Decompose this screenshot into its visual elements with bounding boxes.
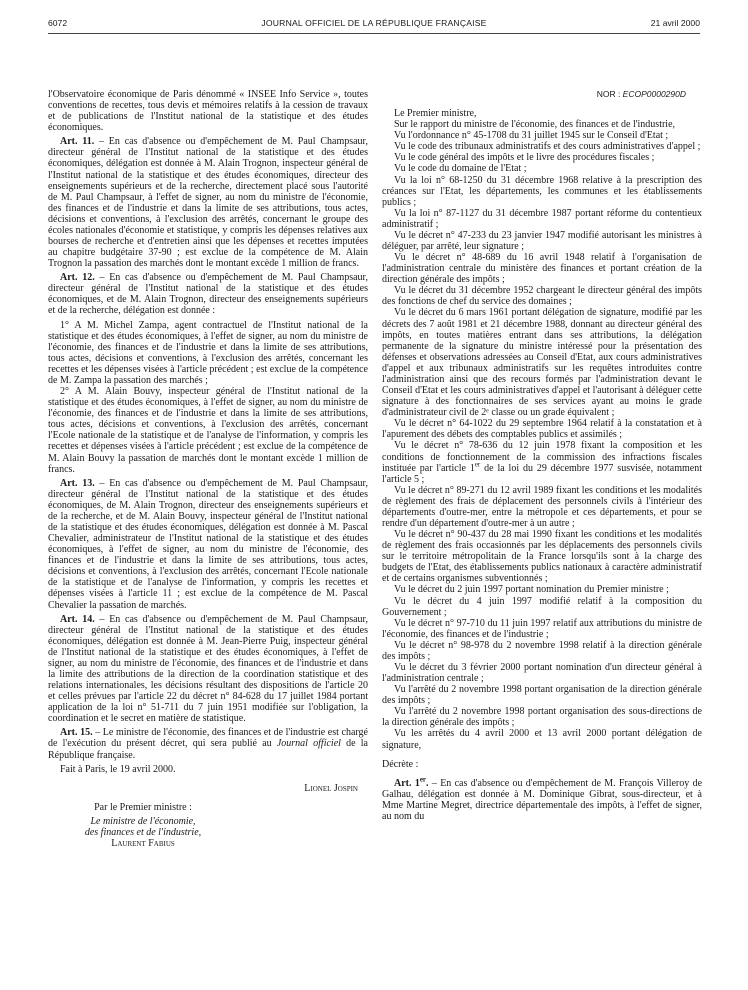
minister-name: Laurent Fabius [111,838,175,849]
visa-paragraph: Vu le décret n° 47-233 du 23 janvier 1947 modifié autorisant les ministres à déléguer, par arrêté, leur signature ; [382,229,702,253]
page-number: 6072 [48,18,68,28]
article-12-label: Art. 12. [60,272,95,284]
visa-paragraph: Vu la loi n° 68-1250 du 31 décembre 1968 relative à la prescription des créances sur l'Etat, les départements, les communes et les établissements publics ; [382,174,702,208]
article-15: Art. 15. – Le ministre de l'économie, des finances et de l'industrie est chargé de l'exécution du présent décret, qui sera publié au Journal officiel de la République française. [48,727,368,761]
article-14: Art. 14. – En cas d'absence ou d'empêchement de M. Paul Champsaur, directeur général de l'Institut national de la statistique et des études économiques, délégation est donnée à M. Jean-Pierre Puig, inspecteur général de l'Institut national de la statistique et des études économiques, à l'effet de signer, au nom du ministre de l'économie, des finances et de l'industrie et dans la limite des attributions de la direction de la coordination statistique et des relations internationales, les décisions résultant des dispositions de l'article 20 et celles prévues par l'article 22 du décret n° 84-628 du 17 juillet 1984 portant application de la loi n° 51-711 du 7 juin 1951 modifiée sur l'obligation, la coordination et le secret en matière de statistique. [48,613,368,725]
visa-paragraph: Vu le décret du 3 février 2000 portant nomination d'un directeur général à l'administration centrale ; [382,661,702,685]
decrete-heading: Décrète : [382,758,419,770]
visa-paragraph: Vu le décret du 6 mars 1961 portant délégation de signature, modifié par les décrets des 7 août 1981 et 21 décembre 1988, donnant au directeur général des impôts, en toutes matières entrant dans ses attributions, la délégation permanente de la signature du ministre intéressé pour la présentation des défenses et observations adressées au Conseil d'Etat, aux cours administratives d'appel et aux tribunaux administratifs sur les requêtes introduites contre l'administration ainsi que des recours formés par l'administration devant le Conseil d'Etat et les cours administratives d'appel et l'autorisant à déléguer cette signature à des fonctionnaires de ses services ayant au moins le grade d'administrateur civil de 2ᵉ classe ou un grade équivalent ; [382,307,702,419]
visa-paragraph: Vu le décret n° 48-689 du 16 avril 1948 relatif à l'organisation de l'administration centrale du ministère des finances et portant création de la direction générale des impôts ; [382,252,702,286]
right-column [382,89,702,822]
visa-paragraph: Vu le décret n° 97-710 du 11 juin 1997 relatif aux attributions du ministre de l'économie, des finances et de l'industrie ; [382,617,702,640]
visa-paragraph: Vu le décret du 2 juin 1997 portant nomination du Premier ministre ; [394,584,669,596]
nor-reference: NOR : ECOP0000290D [596,89,686,99]
article-13: Art. 13. – En cas d'absence ou d'empêchement de M. Paul Champsaur, directeur général de l'Institut national de la statistique et des études économiques, de M. Alain Trognon, directeur des enseignements supérieurs et de la recherche, et de M. Alain Bouvy, inspecteur général de l'Institut national de la statistique et des études économiques, délégation est donnée à M. Pascal Chevalier, administrateur de l'Institut national de la statistique et des études économiques, à l'effet de signer, au nom du ministre de l'économie, des finances et de l'industrie et dans la limite de ses attributions, tous actes, décisions et conventions, à l'exclusion des arrêtés, concernant l'Ecole nationale de la statistique et de l'analyse de l'information, y compris les recettes et dépenses visées à l'article 11 ; est exclue de la compétence de M. Pascal Chevalier la passation de marchés. [48,477,368,611]
visa-paragraph: Vu l'ordonnance n° 45-1708 du 31 juillet 1945 sur le Conseil d'Etat ; [394,130,669,142]
visa-paragraph: Vu le décret n° 90-437 du 28 mai 1990 fixant les conditions et les modalités de règlement des frais occasionnés par les déplacements des personnels civils sur le territoire métropolitain de la France lorsqu'ils sont à la charge des budgets de l'Etat, des établissements publics nationaux à caractère administratif et de certains organismes subventionnés ; [382,529,702,585]
visa-paragraph: Vu le décret n° 89-271 du 12 avril 1989 fixant les conditions et les modalités de règlement des frais de déplacement des personnels civils à l'intérieur des départements d'outre-mer, entre la métropole et ces départements, et pour se rendre d'un département d'outre-mer à un autre ; [382,484,702,529]
visa-paragraph: Vu la loi n° 87-1127 du 31 décembre 1987 portant réforme du contentieux administratif ; [382,207,702,230]
by-prime-minister: Par le Premier ministre : [94,801,192,813]
page-header [48,14,700,34]
visa-paragraph: Vu le code des tribunaux administratifs et des cours administratives d'appel ; [394,141,701,153]
nor-code: ECOP0000290D [622,89,686,99]
visa-paragraph: Vu le code du domaine de l'Etat ; [394,163,527,175]
visa-paragraph: Vu l'arrêté du 2 novembre 1998 portant organisation de la direction générale des impôts ; [382,684,702,707]
visa-paragraph: Vu le décret du 4 juin 1997 modifié relatif à la composition du Gouvernement ; [382,595,702,618]
article-11: Art. 11. – En cas d'absence ou d'empêchement de M. Paul Champsaur, directeur général de l'Institut national de la statistique et des études économiques, délégation est donnée à M. Alain Trognon, inspecteur général de l'Institut national de la statistique et des études économiques, directeur des enseignements supérieurs et de la recherche, directement placé sous l'autorité de M. Paul Champsaur, à l'effet de signer, au nom du ministre de l'économie, des finances et de l'industrie et dans la limite de ses attributions, tous actes, décisions et conventions, à l'exclusion des arrêtés, concernant le groupe des écoles nationales d'économie et statistique, y compris les dépenses relatives aux bourses de recherche et d'entretien ainsi que les dépenses et recettes imputées au chapitre budgétaire 37-90 ; est exclue de la compétence de M. Alain Trognon la passation des marchés dont le montant excède 1 million de francs. [48,136,368,270]
article-12-item-2: 2° A M. Alain Bouvy, inspecteur général de l'Institut national de la statistique et des études économiques, à l'effet de signer, au nom du ministre de l'économie, des finances et de l'industrie et dans la limite de ses attributions, tous actes, décisions et conventions, à l'exclusion des arrêtés, concernant l'Ecole nationale de la statistique et de l'analyse de l'information, y compris les recettes et dépenses visées à l'article précédent ; est exclue de la compétence de M. Alain Bouvy la passation de marchés dont le montant excède 1 million de francs. [48,386,368,475]
article-15-label: Art. 15. [60,727,93,739]
visa-paragraph: Vu le décret n° 78-636 du 12 juin 1978 fixant la composition et les conditions de fonctionnement de la commission des infractions fiscales instituée par l'article 1er de la loi du 29 décembre 1977 susvisée, notamment l'article 5 ; [382,440,702,485]
minister-signature-block [48,802,238,849]
minister-title-1: Le ministre de l'économie, [90,815,196,827]
article-11-label: Art. 11. [60,136,95,148]
article-13-label: Art. 13. [60,477,95,489]
minister-title-2: des finances et de l'industrie, [84,826,202,838]
visa-paragraph: Vu les arrêtés du 4 avril 2000 et 13 avril 2000 portant délégation de signature, [382,728,702,751]
visa-paragraph: Vu le code général des impôts et le livre des procédures fiscales ; [394,152,655,164]
article-12-item-1: 1° A M. Michel Zampa, agent contractuel de l'Institut national de la statistique et des études économiques, à l'effet de signer, au nom du ministre de l'économie, des finances et de l'industrie et dans la limite de ses attributions, tous actes, décisions et conventions, à l'exclusion des arrêtés, concernant les recettes et les dépenses visées à l'article précédent ; est exclue de la compétence de M. Zampa la passation des marchés ; [48,319,368,386]
signatory-name: Lionel Jospin [304,782,358,794]
visa-paragraph: Vu le décret n° 64-1022 du 29 septembre 1964 relatif à la constatation et à l'apurement des débets des comptables publics et assimilés ; [382,418,702,441]
intro-paragraph: l'Observatoire économique de Paris dénommé « INSEE Info Service », toutes conventions de recettes, tous devis et mémoires relatifs à la cession de travaux et de publications de l'Institut national de la statistique et des études économiques. [48,89,368,134]
visa-paragraph: Vu le décret du 31 décembre 1952 chargeant le directeur général des impôts des fonctions de chef du service des domaines ; [382,285,702,308]
article-1-label: Art. 1er. [394,775,429,789]
left-column [48,89,368,849]
visa-paragraph: Vu l'arrêté du 2 novembre 1998 portant organisation des sous-directions de la direction générale des impôts ; [382,706,702,729]
issue-date: 21 avril 2000 [650,18,700,28]
article-1: Art. 1er. – En cas d'absence ou d'empêchement de M. François Villeroy de Galhau, délégation est donnée à M. Dominique Gibrat, sous-directeur, et à Mme Martine Megret, directrice départementale des impôts, à l'effet de signer, au nom du [382,775,703,822]
article-14-label: Art. 14. [60,613,95,625]
visa-paragraph: Vu le décret n° 98-978 du 2 novembre 1998 relatif à la direction générale des impôts ; [382,639,702,662]
done-at: Fait à Paris, le 19 avril 2000. [60,763,176,775]
article-12: Art. 12. – En cas d'absence ou d'empêchement de M. Paul Champsaur, directeur général de l'Institut national de la statistique et des études économiques, et de M. Alain Trognon, directeur des enseignements supérieurs et de la recherche, délégation est donnée : [48,272,368,317]
visa-paragraph: Sur le rapport du ministre de l'économie, des finances et de l'industrie, [394,119,676,131]
prime-minister-heading: Le Premier ministre, [394,108,477,120]
journal-title: JOURNAL OFFICIEL DE LA RÉPUBLIQUE FRANÇAISE [261,18,487,28]
